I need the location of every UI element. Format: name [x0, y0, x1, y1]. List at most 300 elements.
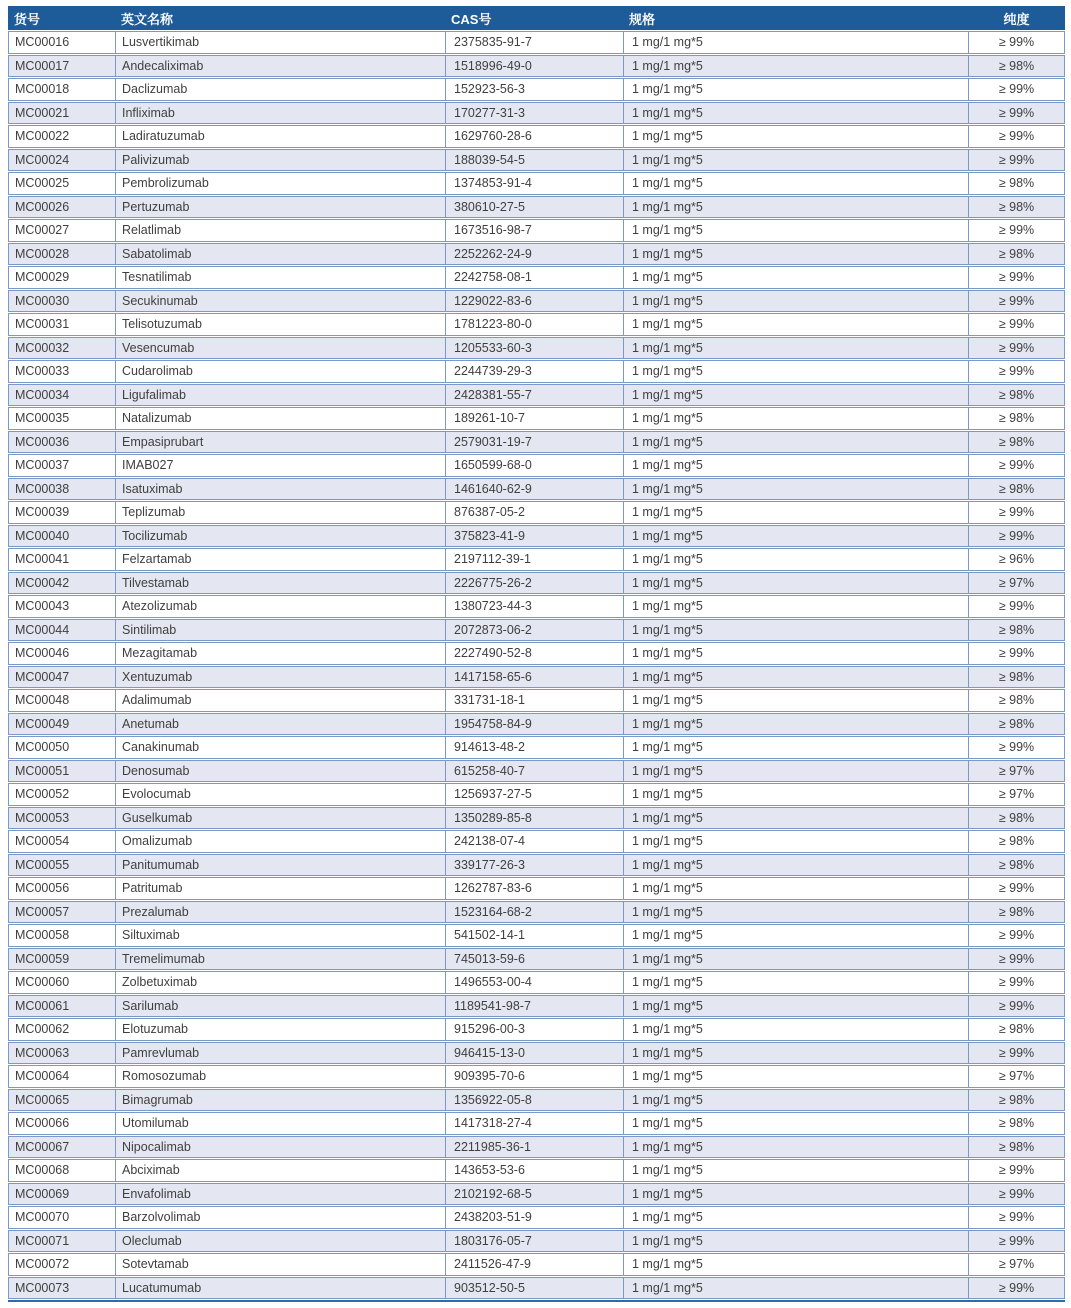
cell-spec: 1 mg/1 mg*5: [623, 407, 968, 430]
cell-purity: ≥ 98%: [968, 1018, 1065, 1041]
cell-name: Prezalumab: [115, 901, 445, 924]
cell-name: Guselkumab: [115, 807, 445, 830]
cell-name: Sarilumab: [115, 995, 445, 1018]
cell-cas: 2072873-06-2: [445, 619, 623, 642]
cell-spec: 1 mg/1 mg*5: [623, 501, 968, 524]
cell-cas: 903512-50-5: [445, 1277, 623, 1300]
cell-purity: ≥ 99%: [968, 995, 1065, 1018]
cell-cas: 2242758-08-1: [445, 266, 623, 289]
table-row: [8, 807, 1065, 830]
cell-spec: 1 mg/1 mg*5: [623, 1253, 968, 1276]
table-bottom-rule: [8, 1300, 1065, 1302]
cell-catalog: MC00060: [8, 971, 115, 994]
cell-spec: 1 mg/1 mg*5: [623, 760, 968, 783]
cell-purity: ≥ 99%: [968, 1206, 1065, 1229]
cell-catalog: MC00069: [8, 1183, 115, 1206]
column-header-catalog: 货号: [8, 6, 115, 30]
cell-purity: ≥ 99%: [968, 1230, 1065, 1253]
cell-name: Teplizumab: [115, 501, 445, 524]
cell-cas: 1803176-05-7: [445, 1230, 623, 1253]
table-row: [8, 1065, 1065, 1088]
cell-purity: ≥ 98%: [968, 901, 1065, 924]
table-row: [8, 219, 1065, 242]
cell-cas: 1229022-83-6: [445, 290, 623, 313]
cell-name: Ladiratuzumab: [115, 125, 445, 148]
cell-purity: ≥ 99%: [968, 971, 1065, 994]
product-table-container: [8, 5, 1065, 1302]
cell-name: Pamrevlumab: [115, 1042, 445, 1065]
cell-cas: 1496553-00-4: [445, 971, 623, 994]
cell-purity: ≥ 98%: [968, 1136, 1065, 1159]
table-row: [8, 572, 1065, 595]
cell-catalog: MC00048: [8, 689, 115, 712]
table-row: [8, 830, 1065, 853]
cell-purity: ≥ 99%: [968, 1159, 1065, 1182]
cell-catalog: MC00049: [8, 713, 115, 736]
cell-name: Telisotuzumab: [115, 313, 445, 336]
cell-spec: 1 mg/1 mg*5: [623, 901, 968, 924]
cell-catalog: MC00035: [8, 407, 115, 430]
cell-cas: 375823-41-9: [445, 525, 623, 548]
cell-purity: ≥ 98%: [968, 196, 1065, 219]
cell-spec: 1 mg/1 mg*5: [623, 1136, 968, 1159]
cell-catalog: MC00070: [8, 1206, 115, 1229]
cell-catalog: MC00032: [8, 337, 115, 360]
cell-purity: ≥ 99%: [968, 877, 1065, 900]
cell-catalog: MC00059: [8, 948, 115, 971]
cell-catalog: MC00038: [8, 478, 115, 501]
cell-purity: ≥ 98%: [968, 243, 1065, 266]
table-row: [8, 384, 1065, 407]
cell-cas: 170277-31-3: [445, 102, 623, 125]
cell-catalog: MC00073: [8, 1277, 115, 1300]
cell-catalog: MC00064: [8, 1065, 115, 1088]
cell-name: IMAB027: [115, 454, 445, 477]
cell-catalog: MC00036: [8, 431, 115, 454]
cell-name: Vesencumab: [115, 337, 445, 360]
cell-purity: ≥ 99%: [968, 337, 1065, 360]
cell-cas: 2197112-39-1: [445, 548, 623, 571]
cell-spec: 1 mg/1 mg*5: [623, 1277, 968, 1300]
cell-name: Tocilizumab: [115, 525, 445, 548]
cell-spec: 1 mg/1 mg*5: [623, 125, 968, 148]
table-row: [8, 1089, 1065, 1112]
cell-cas: 152923-56-3: [445, 78, 623, 101]
table-row: [8, 337, 1065, 360]
cell-cas: 143653-53-6: [445, 1159, 623, 1182]
cell-purity: ≥ 99%: [968, 266, 1065, 289]
cell-cas: 1205533-60-3: [445, 337, 623, 360]
cell-spec: 1 mg/1 mg*5: [623, 31, 968, 54]
cell-catalog: MC00072: [8, 1253, 115, 1276]
cell-cas: 242138-07-4: [445, 830, 623, 853]
table-body: [8, 31, 1065, 1299]
cell-purity: ≥ 99%: [968, 31, 1065, 54]
cell-purity: ≥ 99%: [968, 736, 1065, 759]
cell-spec: 1 mg/1 mg*5: [623, 807, 968, 830]
cell-name: Canakinumab: [115, 736, 445, 759]
cell-catalog: MC00062: [8, 1018, 115, 1041]
cell-purity: ≥ 96%: [968, 548, 1065, 571]
cell-purity: ≥ 98%: [968, 407, 1065, 430]
cell-name: Denosumab: [115, 760, 445, 783]
cell-purity: ≥ 99%: [968, 149, 1065, 172]
cell-spec: 1 mg/1 mg*5: [623, 360, 968, 383]
cell-catalog: MC00068: [8, 1159, 115, 1182]
cell-purity: ≥ 99%: [968, 924, 1065, 947]
cell-cas: 2102192-68-5: [445, 1183, 623, 1206]
cell-purity: ≥ 98%: [968, 666, 1065, 689]
cell-catalog: MC00016: [8, 31, 115, 54]
table-row: [8, 172, 1065, 195]
cell-cas: 1518996-49-0: [445, 55, 623, 78]
table-row: [8, 736, 1065, 759]
cell-purity: ≥ 98%: [968, 172, 1065, 195]
cell-cas: 2411526-47-9: [445, 1253, 623, 1276]
cell-catalog: MC00042: [8, 572, 115, 595]
cell-name: Anetumab: [115, 713, 445, 736]
column-header-name: 英文名称: [115, 6, 445, 30]
table-row: [8, 760, 1065, 783]
cell-cas: 339177-26-3: [445, 854, 623, 877]
cell-catalog: MC00033: [8, 360, 115, 383]
cell-name: Evolocumab: [115, 783, 445, 806]
table-row: [8, 666, 1065, 689]
cell-spec: 1 mg/1 mg*5: [623, 243, 968, 266]
cell-name: Patritumab: [115, 877, 445, 900]
cell-name: Palivizumab: [115, 149, 445, 172]
cell-spec: 1 mg/1 mg*5: [623, 877, 968, 900]
cell-purity: ≥ 98%: [968, 689, 1065, 712]
table-row: [8, 971, 1065, 994]
cell-purity: ≥ 98%: [968, 1089, 1065, 1112]
cell-name: Oleclumab: [115, 1230, 445, 1253]
cell-cas: 915296-00-3: [445, 1018, 623, 1041]
cell-catalog: MC00061: [8, 995, 115, 1018]
cell-cas: 1629760-28-6: [445, 125, 623, 148]
cell-spec: 1 mg/1 mg*5: [623, 689, 968, 712]
cell-spec: 1 mg/1 mg*5: [623, 948, 968, 971]
cell-name: Lucatumumab: [115, 1277, 445, 1300]
cell-cas: 1356922-05-8: [445, 1089, 623, 1112]
cell-cas: 1262787-83-6: [445, 877, 623, 900]
cell-purity: ≥ 99%: [968, 525, 1065, 548]
cell-purity: ≥ 98%: [968, 55, 1065, 78]
table-row: [8, 642, 1065, 665]
cell-purity: ≥ 97%: [968, 1253, 1065, 1276]
cell-catalog: MC00026: [8, 196, 115, 219]
cell-name: Nipocalimab: [115, 1136, 445, 1159]
cell-catalog: MC00066: [8, 1112, 115, 1135]
cell-cas: 946415-13-0: [445, 1042, 623, 1065]
cell-spec: 1 mg/1 mg*5: [623, 1183, 968, 1206]
cell-cas: 2428381-55-7: [445, 384, 623, 407]
cell-name: Utomilumab: [115, 1112, 445, 1135]
cell-cas: 1781223-80-0: [445, 313, 623, 336]
table-row: [8, 243, 1065, 266]
table-row: [8, 1018, 1065, 1041]
cell-name: Daclizumab: [115, 78, 445, 101]
cell-spec: 1 mg/1 mg*5: [623, 995, 968, 1018]
table-row: [8, 1136, 1065, 1159]
header-row: [8, 6, 1065, 30]
cell-purity: ≥ 99%: [968, 1183, 1065, 1206]
cell-catalog: MC00028: [8, 243, 115, 266]
table-row: [8, 1253, 1065, 1276]
cell-cas: 2244739-29-3: [445, 360, 623, 383]
cell-purity: ≥ 99%: [968, 290, 1065, 313]
cell-purity: ≥ 99%: [968, 219, 1065, 242]
table-row: [8, 1277, 1065, 1300]
cell-purity: ≥ 99%: [968, 642, 1065, 665]
cell-purity: ≥ 97%: [968, 572, 1065, 595]
table-row: [8, 125, 1065, 148]
cell-spec: 1 mg/1 mg*5: [623, 1230, 968, 1253]
cell-spec: 1 mg/1 mg*5: [623, 525, 968, 548]
cell-name: Pertuzumab: [115, 196, 445, 219]
cell-purity: ≥ 99%: [968, 595, 1065, 618]
table-row: [8, 360, 1065, 383]
cell-cas: 380610-27-5: [445, 196, 623, 219]
cell-catalog: MC00053: [8, 807, 115, 830]
cell-catalog: MC00050: [8, 736, 115, 759]
cell-name: Mezagitamab: [115, 642, 445, 665]
cell-purity: ≥ 98%: [968, 854, 1065, 877]
cell-spec: 1 mg/1 mg*5: [623, 1206, 968, 1229]
cell-name: Pembrolizumab: [115, 172, 445, 195]
cell-cas: 1350289-85-8: [445, 807, 623, 830]
cell-catalog: MC00024: [8, 149, 115, 172]
cell-spec: 1 mg/1 mg*5: [623, 1018, 968, 1041]
cell-name: Sintilimab: [115, 619, 445, 642]
cell-purity: ≥ 99%: [968, 78, 1065, 101]
cell-cas: 2226775-26-2: [445, 572, 623, 595]
cell-catalog: MC00040: [8, 525, 115, 548]
cell-cas: 876387-05-2: [445, 501, 623, 524]
cell-name: Adalimumab: [115, 689, 445, 712]
cell-name: Isatuximab: [115, 478, 445, 501]
table-row: [8, 31, 1065, 54]
table-header: [8, 6, 1065, 30]
table-row: [8, 854, 1065, 877]
cell-name: Andecaliximab: [115, 55, 445, 78]
cell-purity: ≥ 97%: [968, 760, 1065, 783]
cell-spec: 1 mg/1 mg*5: [623, 619, 968, 642]
cell-name: Natalizumab: [115, 407, 445, 430]
table-row: [8, 1206, 1065, 1229]
cell-purity: ≥ 98%: [968, 1112, 1065, 1135]
cell-catalog: MC00029: [8, 266, 115, 289]
table-row: [8, 525, 1065, 548]
cell-name: Siltuximab: [115, 924, 445, 947]
cell-spec: 1 mg/1 mg*5: [623, 830, 968, 853]
cell-name: Envafolimab: [115, 1183, 445, 1206]
cell-cas: 2252262-24-9: [445, 243, 623, 266]
table-row: [8, 55, 1065, 78]
table-row: [8, 266, 1065, 289]
cell-name: Sabatolimab: [115, 243, 445, 266]
cell-cas: 745013-59-6: [445, 948, 623, 971]
cell-name: Ligufalimab: [115, 384, 445, 407]
cell-cas: 914613-48-2: [445, 736, 623, 759]
cell-name: Lusvertikimab: [115, 31, 445, 54]
cell-catalog: MC00057: [8, 901, 115, 924]
cell-cas: 2227490-52-8: [445, 642, 623, 665]
table-row: [8, 313, 1065, 336]
cell-name: Tesnatilimab: [115, 266, 445, 289]
cell-catalog: MC00027: [8, 219, 115, 242]
cell-purity: ≥ 98%: [968, 807, 1065, 830]
cell-catalog: MC00037: [8, 454, 115, 477]
cell-cas: 2211985-36-1: [445, 1136, 623, 1159]
cell-catalog: MC00054: [8, 830, 115, 853]
cell-catalog: MC00056: [8, 877, 115, 900]
table-row: [8, 102, 1065, 125]
cell-catalog: MC00031: [8, 313, 115, 336]
cell-cas: 1256937-27-5: [445, 783, 623, 806]
cell-spec: 1 mg/1 mg*5: [623, 149, 968, 172]
cell-cas: 331731-18-1: [445, 689, 623, 712]
cell-cas: 1461640-62-9: [445, 478, 623, 501]
cell-spec: 1 mg/1 mg*5: [623, 266, 968, 289]
cell-cas: 2375835-91-7: [445, 31, 623, 54]
cell-purity: ≥ 99%: [968, 102, 1065, 125]
cell-cas: 1650599-68-0: [445, 454, 623, 477]
cell-spec: 1 mg/1 mg*5: [623, 1112, 968, 1135]
cell-catalog: MC00022: [8, 125, 115, 148]
cell-purity: ≥ 97%: [968, 1065, 1065, 1088]
table-row: [8, 196, 1065, 219]
cell-spec: 1 mg/1 mg*5: [623, 1042, 968, 1065]
cell-catalog: MC00034: [8, 384, 115, 407]
cell-purity: ≥ 98%: [968, 830, 1065, 853]
table-row: [8, 783, 1065, 806]
table-row: [8, 689, 1065, 712]
cell-cas: 1380723-44-3: [445, 595, 623, 618]
cell-spec: 1 mg/1 mg*5: [623, 736, 968, 759]
cell-spec: 1 mg/1 mg*5: [623, 454, 968, 477]
cell-cas: 1523164-68-2: [445, 901, 623, 924]
column-header-spec: 规格: [623, 6, 968, 30]
cell-cas: 2579031-19-7: [445, 431, 623, 454]
cell-catalog: MC00025: [8, 172, 115, 195]
cell-purity: ≥ 99%: [968, 454, 1065, 477]
cell-spec: 1 mg/1 mg*5: [623, 431, 968, 454]
cell-catalog: MC00043: [8, 595, 115, 618]
column-header-cas: CAS号: [445, 6, 623, 30]
cell-cas: 2438203-51-9: [445, 1206, 623, 1229]
cell-purity: ≥ 99%: [968, 501, 1065, 524]
cell-cas: 188039-54-5: [445, 149, 623, 172]
cell-name: Cudarolimab: [115, 360, 445, 383]
cell-catalog: MC00018: [8, 78, 115, 101]
cell-cas: 189261-10-7: [445, 407, 623, 430]
table-row: [8, 901, 1065, 924]
cell-spec: 1 mg/1 mg*5: [623, 1159, 968, 1182]
cell-cas: 615258-40-7: [445, 760, 623, 783]
table-row: [8, 924, 1065, 947]
product-table: [8, 5, 1065, 1300]
cell-spec: 1 mg/1 mg*5: [623, 642, 968, 665]
cell-name: Felzartamab: [115, 548, 445, 571]
table-row: [8, 595, 1065, 618]
cell-catalog: MC00067: [8, 1136, 115, 1159]
table-row: [8, 713, 1065, 736]
cell-catalog: MC00063: [8, 1042, 115, 1065]
table-row: [8, 478, 1065, 501]
cell-purity: ≥ 98%: [968, 713, 1065, 736]
table-row: [8, 407, 1065, 430]
cell-purity: ≥ 98%: [968, 384, 1065, 407]
cell-catalog: MC00017: [8, 55, 115, 78]
cell-name: Secukinumab: [115, 290, 445, 313]
table-row: [8, 548, 1065, 571]
cell-name: Abciximab: [115, 1159, 445, 1182]
table-row: [8, 948, 1065, 971]
cell-cas: 1417318-27-4: [445, 1112, 623, 1135]
column-header-purity: 纯度: [968, 6, 1065, 30]
cell-cas: 1673516-98-7: [445, 219, 623, 242]
cell-spec: 1 mg/1 mg*5: [623, 55, 968, 78]
table-row: [8, 78, 1065, 101]
cell-catalog: MC00071: [8, 1230, 115, 1253]
cell-purity: ≥ 98%: [968, 619, 1065, 642]
table-row: [8, 290, 1065, 313]
cell-catalog: MC00021: [8, 102, 115, 125]
cell-cas: 909395-70-6: [445, 1065, 623, 1088]
cell-spec: 1 mg/1 mg*5: [623, 713, 968, 736]
cell-name: Panitumumab: [115, 854, 445, 877]
cell-name: Tremelimumab: [115, 948, 445, 971]
cell-spec: 1 mg/1 mg*5: [623, 337, 968, 360]
table-row: [8, 1159, 1065, 1182]
table-row: [8, 149, 1065, 172]
cell-name: Atezolizumab: [115, 595, 445, 618]
cell-name: Romosozumab: [115, 1065, 445, 1088]
cell-spec: 1 mg/1 mg*5: [623, 971, 968, 994]
cell-spec: 1 mg/1 mg*5: [623, 666, 968, 689]
cell-cas: 1189541-98-7: [445, 995, 623, 1018]
table-row: [8, 501, 1065, 524]
cell-catalog: MC00058: [8, 924, 115, 947]
cell-spec: 1 mg/1 mg*5: [623, 478, 968, 501]
cell-catalog: MC00041: [8, 548, 115, 571]
table-row: [8, 877, 1065, 900]
table-row: [8, 995, 1065, 1018]
cell-spec: 1 mg/1 mg*5: [623, 384, 968, 407]
table-row: [8, 431, 1065, 454]
table-row: [8, 619, 1065, 642]
cell-spec: 1 mg/1 mg*5: [623, 313, 968, 336]
cell-name: Barzolvolimab: [115, 1206, 445, 1229]
cell-name: Tilvestamab: [115, 572, 445, 595]
cell-spec: 1 mg/1 mg*5: [623, 196, 968, 219]
cell-purity: ≥ 99%: [968, 360, 1065, 383]
cell-name: Xentuzumab: [115, 666, 445, 689]
cell-name: Bimagrumab: [115, 1089, 445, 1112]
cell-spec: 1 mg/1 mg*5: [623, 548, 968, 571]
cell-cas: 541502-14-1: [445, 924, 623, 947]
table-row: [8, 454, 1065, 477]
cell-spec: 1 mg/1 mg*5: [623, 78, 968, 101]
cell-purity: ≥ 99%: [968, 1042, 1065, 1065]
cell-catalog: MC00047: [8, 666, 115, 689]
cell-purity: ≥ 99%: [968, 313, 1065, 336]
cell-catalog: MC00039: [8, 501, 115, 524]
cell-spec: 1 mg/1 mg*5: [623, 102, 968, 125]
cell-spec: 1 mg/1 mg*5: [623, 172, 968, 195]
cell-purity: ≥ 99%: [968, 1277, 1065, 1300]
